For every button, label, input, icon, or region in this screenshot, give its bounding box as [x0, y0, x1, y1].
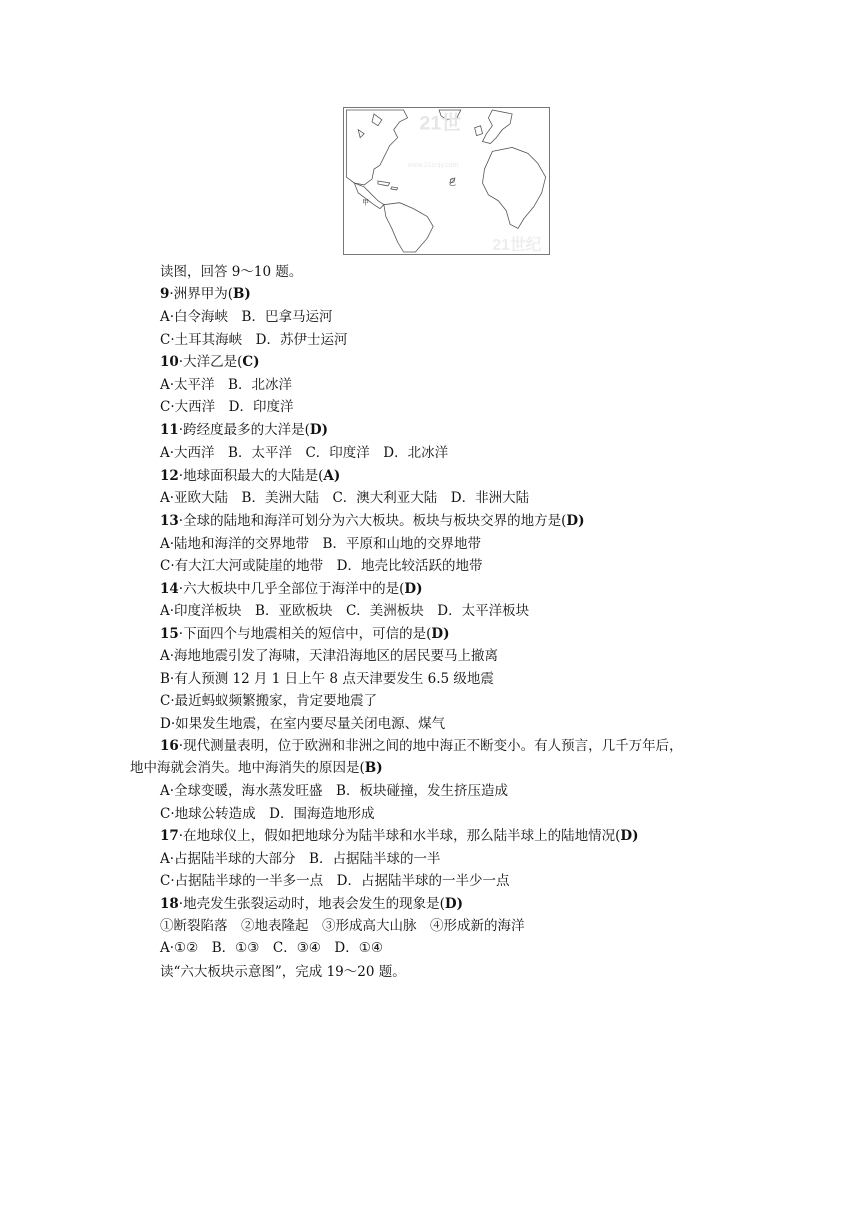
question-15-options: B·有人预测 12 月 1 日上午 8 点天津要发生 6.5 级地震 [160, 671, 494, 687]
question-number: 14 [160, 581, 179, 597]
answer-close: ) [244, 286, 251, 302]
question-number: 13 [160, 513, 179, 529]
question-number: 18 [160, 896, 179, 912]
question-text: ·在地球仪上，假如把地球分为陆半球和水半球，那么陆半球上的陆地情况( [178, 828, 621, 844]
answer-letter: D [566, 513, 579, 529]
question-text: ·地壳发生张裂运动时，地表会发生的现象是( [178, 896, 445, 912]
label-jia: 甲 [362, 198, 370, 207]
map-drawing [344, 108, 549, 254]
question-13-options: C·有大江大河或陡崖的地带 D．地壳比较活跃的地带 [160, 558, 483, 574]
answer-letter: C [242, 354, 254, 370]
question-16-options: A·全球变暖，海水蒸发旺盛 B．板块碰撞，发生挤压造成 [160, 783, 508, 799]
answer-letter: B [364, 760, 377, 776]
question-15-options: A·海地地震引发了海啸，天津沿海地区的居民要马上撤离 [160, 648, 499, 664]
answer-close: ) [376, 760, 383, 776]
answer-letter: A [323, 468, 334, 484]
question-13-options: A·陆地和海洋的交界地带 B．平原和山地的交界地带 [160, 536, 481, 552]
question-number: 9 [160, 286, 170, 302]
question-number: 15 [160, 626, 179, 642]
answer-close: ) [456, 896, 463, 912]
question-11-stem [160, 420, 328, 440]
answer-letter: D [404, 581, 417, 597]
question-text: ·六大板块中几乎全部位于海洋中的是( [178, 581, 405, 597]
question-11-options: A·大西洋 B．太平洋 C．印度洋 D．北冰洋 [160, 445, 449, 461]
watermark-bottom: 21世纪 [492, 237, 542, 254]
label-yi: 乙 [448, 178, 456, 187]
intro-text: 读图，回答 9～10 题。 [160, 264, 303, 280]
question-17-options: C·占据陆半球的一半多一点 D．占据陆半球的一半少一点 [160, 873, 510, 889]
answer-close: ) [443, 626, 450, 642]
question-14-options: A·印度洋板块 B．亚欧板块 C．美洲板块 D．太平洋板块 [160, 603, 530, 619]
question-number: 16 [160, 738, 179, 754]
question-number: 11 [160, 422, 179, 438]
answer-letter: D [431, 626, 444, 642]
question-15-options: C·最近蚂蚁频繁搬家，肯定要地震了 [160, 693, 378, 709]
watermark-top: 21世 [419, 112, 462, 135]
question-text: ·地球面积最大的大陆是( [178, 468, 324, 484]
question-16-stem [160, 736, 683, 756]
question-text: ·全球的陆地和海洋可划分为六大板块。板块与板块交界的地方是( [178, 513, 567, 529]
question-15-options: D·如果发生地震，在室内要尽量关闭电源、煤气 [160, 716, 446, 732]
answer-letter: D [309, 422, 322, 438]
question-18-stem [160, 894, 463, 914]
atlantic-map-figure [343, 107, 550, 255]
question-15-stem [160, 624, 449, 644]
answer-letter: B [232, 286, 245, 302]
question-text: ·现代测量表明，位于欧洲和非洲之间的地中海正不断变小。有人预言，几千万年后， [178, 738, 683, 754]
watermark-url: www.21cnjy.com [407, 162, 459, 170]
answer-close: ) [632, 828, 639, 844]
question-9-options: A·白令海峡 B．巴拿马运河 [160, 309, 333, 325]
question-14-stem [160, 579, 422, 599]
question-text: ·大洋乙是( [178, 354, 243, 370]
answer-close: ) [578, 513, 585, 529]
question-16-options: C·地球公转造成 D．围海造地形成 [160, 806, 375, 822]
question-9-stem [160, 284, 251, 304]
answer-close: ) [253, 354, 260, 370]
question-10-options: C·大西洋 D．印度洋 [160, 399, 294, 415]
question-17-options: A·占据陆半球的大部分 B．占据陆半球的一半 [160, 851, 441, 867]
question-16-stem-cont [130, 758, 383, 778]
answer-close: ) [321, 422, 328, 438]
answer-close: ) [416, 581, 423, 597]
question-number: 17 [160, 828, 179, 844]
question-12-stem [160, 466, 340, 486]
question-13-stem [160, 511, 584, 531]
question-9-options: C·土耳其海峡 D．苏伊士运河 [160, 332, 348, 348]
answer-letter: D [620, 828, 633, 844]
question-text: ·洲界甲为( [169, 286, 233, 302]
answer-close: ) [333, 468, 341, 484]
question-text: ·跨经度最多的大洋是( [178, 422, 310, 438]
question-18-options: A·①② B．①③ C．③④ D．①④ [160, 940, 383, 956]
question-10-stem [160, 352, 260, 372]
question-text: ·下面四个与地震相关的短信中，可信的是( [178, 626, 432, 642]
question-text-cont: 地中海就会消失。地中海消失的原因是( [130, 760, 365, 776]
question-12-options: A·亚欧大陆 B．美洲大陆 C．澳大利亚大陆 D．非洲大陆 [160, 490, 530, 506]
answer-letter: D [444, 896, 457, 912]
question-18-options: ①断裂陷落 ②地表隆起 ③形成高大山脉 ④形成新的海洋 [160, 918, 525, 934]
question-17-stem [160, 826, 638, 846]
question-10-options: A·太平洋 B．北冰洋 [160, 377, 292, 393]
question-number: 10 [160, 354, 179, 370]
question-number: 12 [160, 468, 179, 484]
outro-text: 读“六大板块示意图”，完成 19～20 题。 [160, 964, 406, 980]
